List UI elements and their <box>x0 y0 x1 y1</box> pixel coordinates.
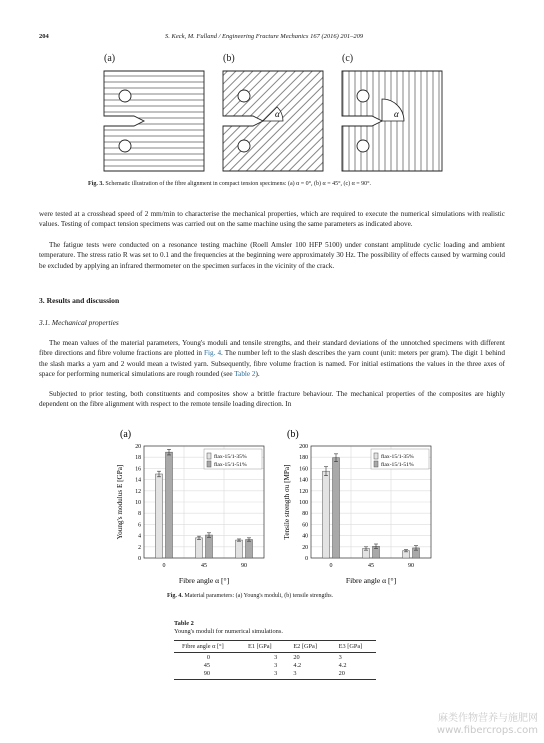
y-tick-label: 0 <box>138 556 141 562</box>
table-cell: 3 <box>274 653 278 661</box>
table-row <box>174 669 376 679</box>
y-tick-label: 18 <box>135 455 141 462</box>
legend-swatch <box>374 461 378 467</box>
y-tick-label: 4 <box>138 533 141 540</box>
specimen-a <box>104 71 204 171</box>
y-tick-label: 20 <box>302 544 308 551</box>
fig3-caption-text: Schematic illustration of the fibre alignment in compact tension specimens: (a) α = 0°, (b) α = 45°, (c) α = 90°. <box>105 181 372 187</box>
table-cell: 0 <box>206 653 210 661</box>
section-title: 3. Results and discussion <box>39 296 120 305</box>
y-tick-label: 80 <box>302 511 308 518</box>
table2-header: E3 [GPa] <box>331 641 376 653</box>
legend-label: flax-15/1-51% <box>381 462 414 468</box>
fig4-caption <box>167 593 333 599</box>
bar <box>196 538 203 558</box>
y-tick-label: 20 <box>135 444 141 450</box>
fig3-panel-label-c: (c) <box>342 53 354 64</box>
bar <box>156 474 163 558</box>
paragraph-2 <box>39 240 505 271</box>
x-tick-label: 90 <box>241 563 247 569</box>
y-tick-label: 180 <box>299 455 308 462</box>
chart-panel-label: (a) <box>120 429 132 440</box>
table2-title: Young's moduli for numerical simulations. <box>174 628 283 635</box>
watermark <box>437 713 538 737</box>
table-row <box>174 653 376 662</box>
paragraph-3-text-b: . The number left to the slash describes the yarn count (unit: meters per gram). The digit 1 behind the slash marks a yarn and 2 would mean a twisted yarn. Subsequently, fibre volume fraction is named. For initial estimations the values in the three axes of space for performing numerical simulations are rough rounded (see <box>39 349 505 378</box>
angle-label-c: α <box>394 109 399 119</box>
bar <box>236 540 243 558</box>
y-tick-label: 100 <box>299 500 308 506</box>
table-row <box>174 661 376 669</box>
table2-wrapper <box>174 640 376 680</box>
table-cell: 4.2 <box>293 661 302 669</box>
y-tick-label: 200 <box>299 444 308 450</box>
legend-swatch <box>207 453 211 459</box>
x-axis-label: Fibre angle α [°] <box>178 576 230 585</box>
legend-label: flax-15/1-35% <box>214 454 247 460</box>
x-tick-label: 0 <box>329 563 333 569</box>
table-cell: 3 <box>274 661 278 669</box>
watermark-line-2: www.fibercrops.com <box>436 725 538 736</box>
table2-header-row <box>174 641 376 653</box>
paragraph-2-text: The fatigue tests were conducted on a resonance testing machine (Roell Amsler 100 HFP 5100) under constant amplitude cyclic loading and ambient temperature. The stress ratio R was set to 0.1 and the frequencies at the beginning were approximately 30 Hz. The possibility of effects caused by warming could be excluded by applying an infrared thermometer on the specimen surfaces in the vicinity of the crack. <box>39 241 505 270</box>
paragraph-3-text-c: ). <box>255 369 260 378</box>
paragraph-4 <box>39 389 505 410</box>
paragraph-1: were tested at a crosshead speed of 2 mm/min to characterise the mechanical properties, which are required to execute the numerical simulations with realistic values. Testing of compact tension specimens was carried out on the same machine using the same parameters as indicated above. <box>39 210 505 229</box>
chart-panel-label: (b) <box>287 429 299 440</box>
table2-header: Fibre angle α [°] <box>174 641 240 653</box>
fig3-caption-label: Fig. 3. <box>88 181 104 187</box>
fig3-specimens <box>100 67 450 179</box>
watermark-line-1: 麻类作物营养与施肥网 <box>438 713 538 724</box>
table-cell: 3 <box>293 669 297 677</box>
paragraph-3-text-a: The mean values of the material parameters, Young's moduli and tensile strengths, and their standard deviations of the unnotched specimens with different fibre directions and fibre volume fractions are plotted in <box>39 339 505 358</box>
table2-header: E2 [GPa] <box>285 641 330 653</box>
x-tick-label: 90 <box>408 563 414 569</box>
fig4-charts <box>100 424 440 590</box>
legend-label: flax-15/1-35% <box>381 454 414 460</box>
y-axis-label: Tensile strength σu [MPa] <box>283 464 291 540</box>
subsection-title: 3.1. Mechanical properties <box>39 318 119 327</box>
table2-link[interactable]: Table 2 <box>234 369 256 378</box>
running-title: S. Keck, M. Fulland / Engineering Fracture Mechanics 167 (2016) 201–209 <box>165 33 364 40</box>
page-number: 204 <box>39 33 49 40</box>
y-tick-label: 14 <box>135 477 141 484</box>
y-tick-label: 6 <box>138 522 141 529</box>
table-cell: 45 <box>203 661 210 669</box>
specimen-c <box>342 71 442 171</box>
x-tick-label: 45 <box>201 563 207 569</box>
angle-label-b: α <box>275 109 280 119</box>
specimen-b <box>223 71 323 171</box>
legend-swatch <box>207 461 211 467</box>
fig3-panel-label-b: (b) <box>223 53 235 64</box>
y-tick-label: 40 <box>302 533 308 540</box>
fig3-panel-label-a: (a) <box>104 53 116 64</box>
y-tick-label: 16 <box>135 466 141 473</box>
bar <box>323 471 330 558</box>
paragraph-4-text: Subjected to prior testing, both constituents and composites show a brittle fracture behaviour. The mechanical properties of the composites are highly dependent on the fibre alignment with respect to the remote tensile loading direction. In <box>39 390 505 409</box>
table2-header: E1 [GPa] <box>240 641 285 653</box>
table-cell: 20 <box>338 669 345 677</box>
table-cell: 4.2 <box>338 661 347 669</box>
legend-swatch <box>374 453 378 459</box>
bar <box>246 540 253 558</box>
y-tick-label: 160 <box>299 466 308 473</box>
y-tick-label: 0 <box>305 556 308 562</box>
x-axis-label: Fibre angle α [°] <box>345 576 397 585</box>
legend-label: flax-15/1-51% <box>214 462 247 468</box>
y-tick-label: 140 <box>299 477 308 484</box>
y-tick-label: 12 <box>135 488 141 495</box>
y-tick-label: 10 <box>135 500 141 506</box>
y-tick-label: 120 <box>299 488 308 495</box>
fig3-caption <box>88 181 508 187</box>
fig4-link[interactable]: Fig. 4 <box>204 349 222 358</box>
table2 <box>174 641 376 679</box>
y-tick-label: 8 <box>138 511 141 518</box>
table-cell: 3 <box>274 669 278 677</box>
table-cell: 90 <box>203 669 210 677</box>
y-axis-label: Young's modulus E [GPa] <box>116 464 124 540</box>
x-tick-label: 0 <box>162 563 166 569</box>
paragraph-3 <box>39 338 505 379</box>
fig4-caption-text: Material parameters: (a) Young's moduli, (b) tensile strengths. <box>184 593 334 599</box>
fig4-caption-label: Fig. 4. <box>167 593 183 599</box>
y-tick-label: 2 <box>138 544 141 551</box>
table2-label: Table 2 <box>174 620 194 627</box>
table-cell: 3 <box>338 653 342 661</box>
bar <box>166 452 173 558</box>
y-tick-label: 60 <box>302 522 308 529</box>
x-tick-label: 45 <box>368 563 374 569</box>
bar <box>333 458 340 558</box>
table-cell: 20 <box>293 653 300 661</box>
bar <box>206 535 213 558</box>
